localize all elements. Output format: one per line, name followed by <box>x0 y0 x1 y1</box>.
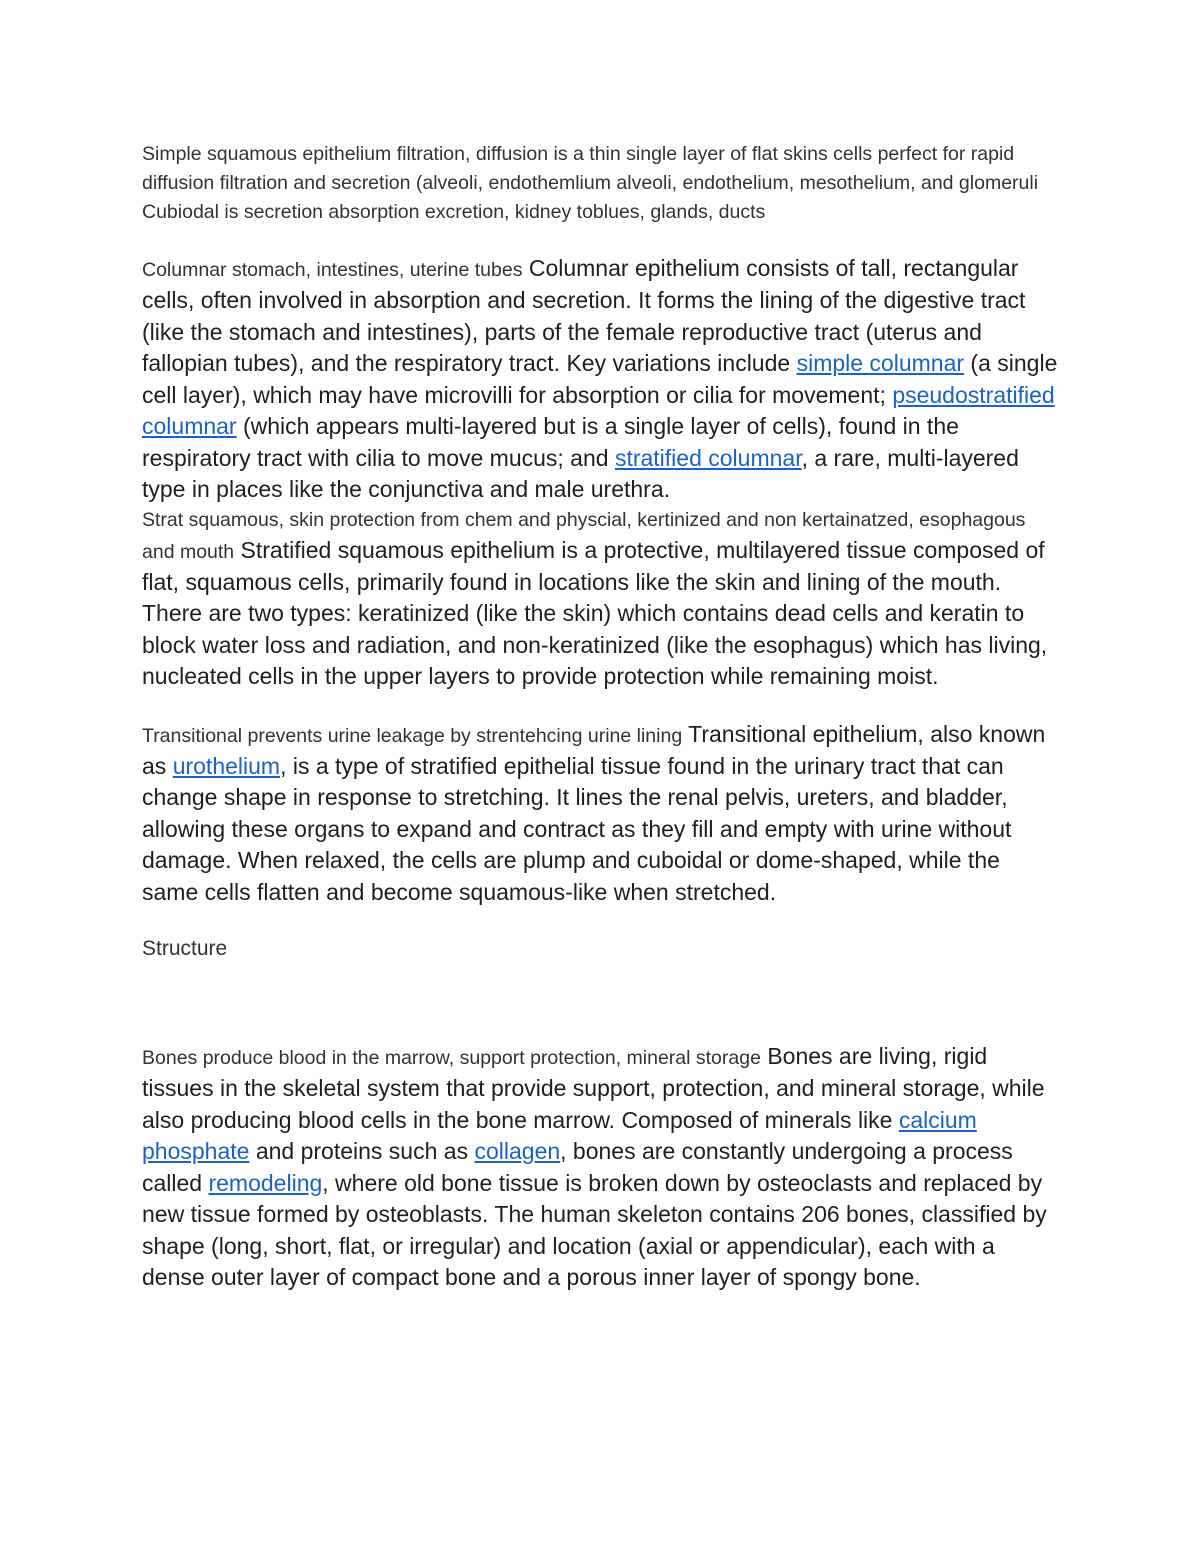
structure-heading: Structure <box>142 937 228 960</box>
simple-columnar-link[interactable]: simple columnar <box>796 350 965 376</box>
document-body <box>142 140 1062 1294</box>
transitional-text-1: Transitional epithelium, also known as <box>142 720 1046 779</box>
cuboidal-paragraph: Cubiodal is secretion absorption excretion, kidney toblues, glands, ducts <box>142 201 766 223</box>
stratified-columnar-link[interactable]: stratified columnar <box>614 444 802 471</box>
transitional-paragraph <box>142 719 1062 909</box>
transitional-text-2: , is a type of stratified epithelial tissue found in the urinary tract that can change shape in response to stretching. It lines the renal pelvis, ureters, and bladder, allowing these organs to expand and contract as they fill and empty with urine without damage. When relaxed, the cells are plump and cuboidal or dome-shaped, while the same cells flatten and become squamous-like when stretched. <box>142 752 1012 905</box>
blank-space <box>142 963 1062 1041</box>
paragraph-gap <box>142 908 1062 934</box>
columnar-text-4: , a rare, multi-layered type in places like the conjunctiva and male urethra. <box>142 444 1019 502</box>
columnar-text-2: (a single cell layer), which may have microvilli for absorption or cilia for movement; <box>142 350 1058 408</box>
strat-squamous-text: Stratified squamous epithelium is a protective, multilayered tissue composed of flat, squamous cells, primarily found in locations like the skin and lining of the mouth. There are two types: keratinized (like the skin) which contains dead cells and keratin to block water loss and radiation, and non-keratinized (like the esophagus) which has living, nucleated cells in the upper layers to provide protection while remaining moist. <box>142 536 1048 689</box>
simple-squamous-paragraph: Simple squamous epithelium filtration, diffusion is a thin single layer of flat skins cells perfect for rapid diffusion filtration and secretion (alveoli, endothemlium alveoli, endothelium, mesothelium, and glomeruli <box>142 143 1039 194</box>
remodeling-link[interactable]: remodeling <box>208 1169 323 1196</box>
bones-text-3: , bones are constantly undergoing a process called <box>142 1138 1013 1196</box>
calcium-phosphate-link[interactable]: calcium phosphate <box>142 1106 977 1164</box>
urothelium-link[interactable]: urothelium <box>172 752 281 779</box>
columnar-text-3: (which appears multi-layered but is a single layer of cells), found in the respiratory tract with cilia to move mucus; and <box>142 413 959 471</box>
paragraph-gap <box>142 693 1062 719</box>
columnar-text-1: Columnar epithelium consists of tall, rectangular cells, often involved in absorption and secretion. It forms the lining of the digestive tract (like the stomach and intestines), parts of the female reproductive tract (uterus and fallopian tubes), and the respiratory tract. Key variations include <box>142 255 1026 376</box>
bones-text-2: and proteins such as <box>249 1138 475 1164</box>
pseudostratified-columnar-link[interactable]: pseudostratified columnar <box>142 381 1055 439</box>
strat-squamous-note: Strat squamous, skin protection from chem and physcial, kertinized and non kertainatzed, esophagous and mouth <box>142 508 1026 563</box>
bones-note: Bones produce blood in the marrow, support protection, mineral storage <box>142 1047 761 1069</box>
transitional-note: Transitional prevents urine leakage by strentehcing urine lining <box>142 724 683 747</box>
strat-squamous-paragraph <box>142 506 1062 693</box>
paragraph-gap <box>142 227 1062 253</box>
bones-paragraph <box>142 1041 1062 1294</box>
collagen-link[interactable]: collagen <box>474 1138 561 1164</box>
columnar-note: Columnar stomach, intestines, uterine tubes <box>142 259 523 281</box>
columnar-paragraph <box>142 253 1062 506</box>
bones-text-4: , where old bone tissue is broken down by osteoclasts and replaced by new tissue formed by osteoblasts. The human skeleton contains 206 bones, classified by shape (long, short, flat, or irregular) and location (axial or appendicular), each with a dense outer layer of compact bone and a porous inner layer of spongy bone. <box>142 1169 1047 1290</box>
bones-text-1: Bones are living, rigid tissues in the skeletal system that provide support, protection, and mineral storage, while also producing blood cells in the bone marrow. Composed of minerals like <box>142 1043 1045 1133</box>
